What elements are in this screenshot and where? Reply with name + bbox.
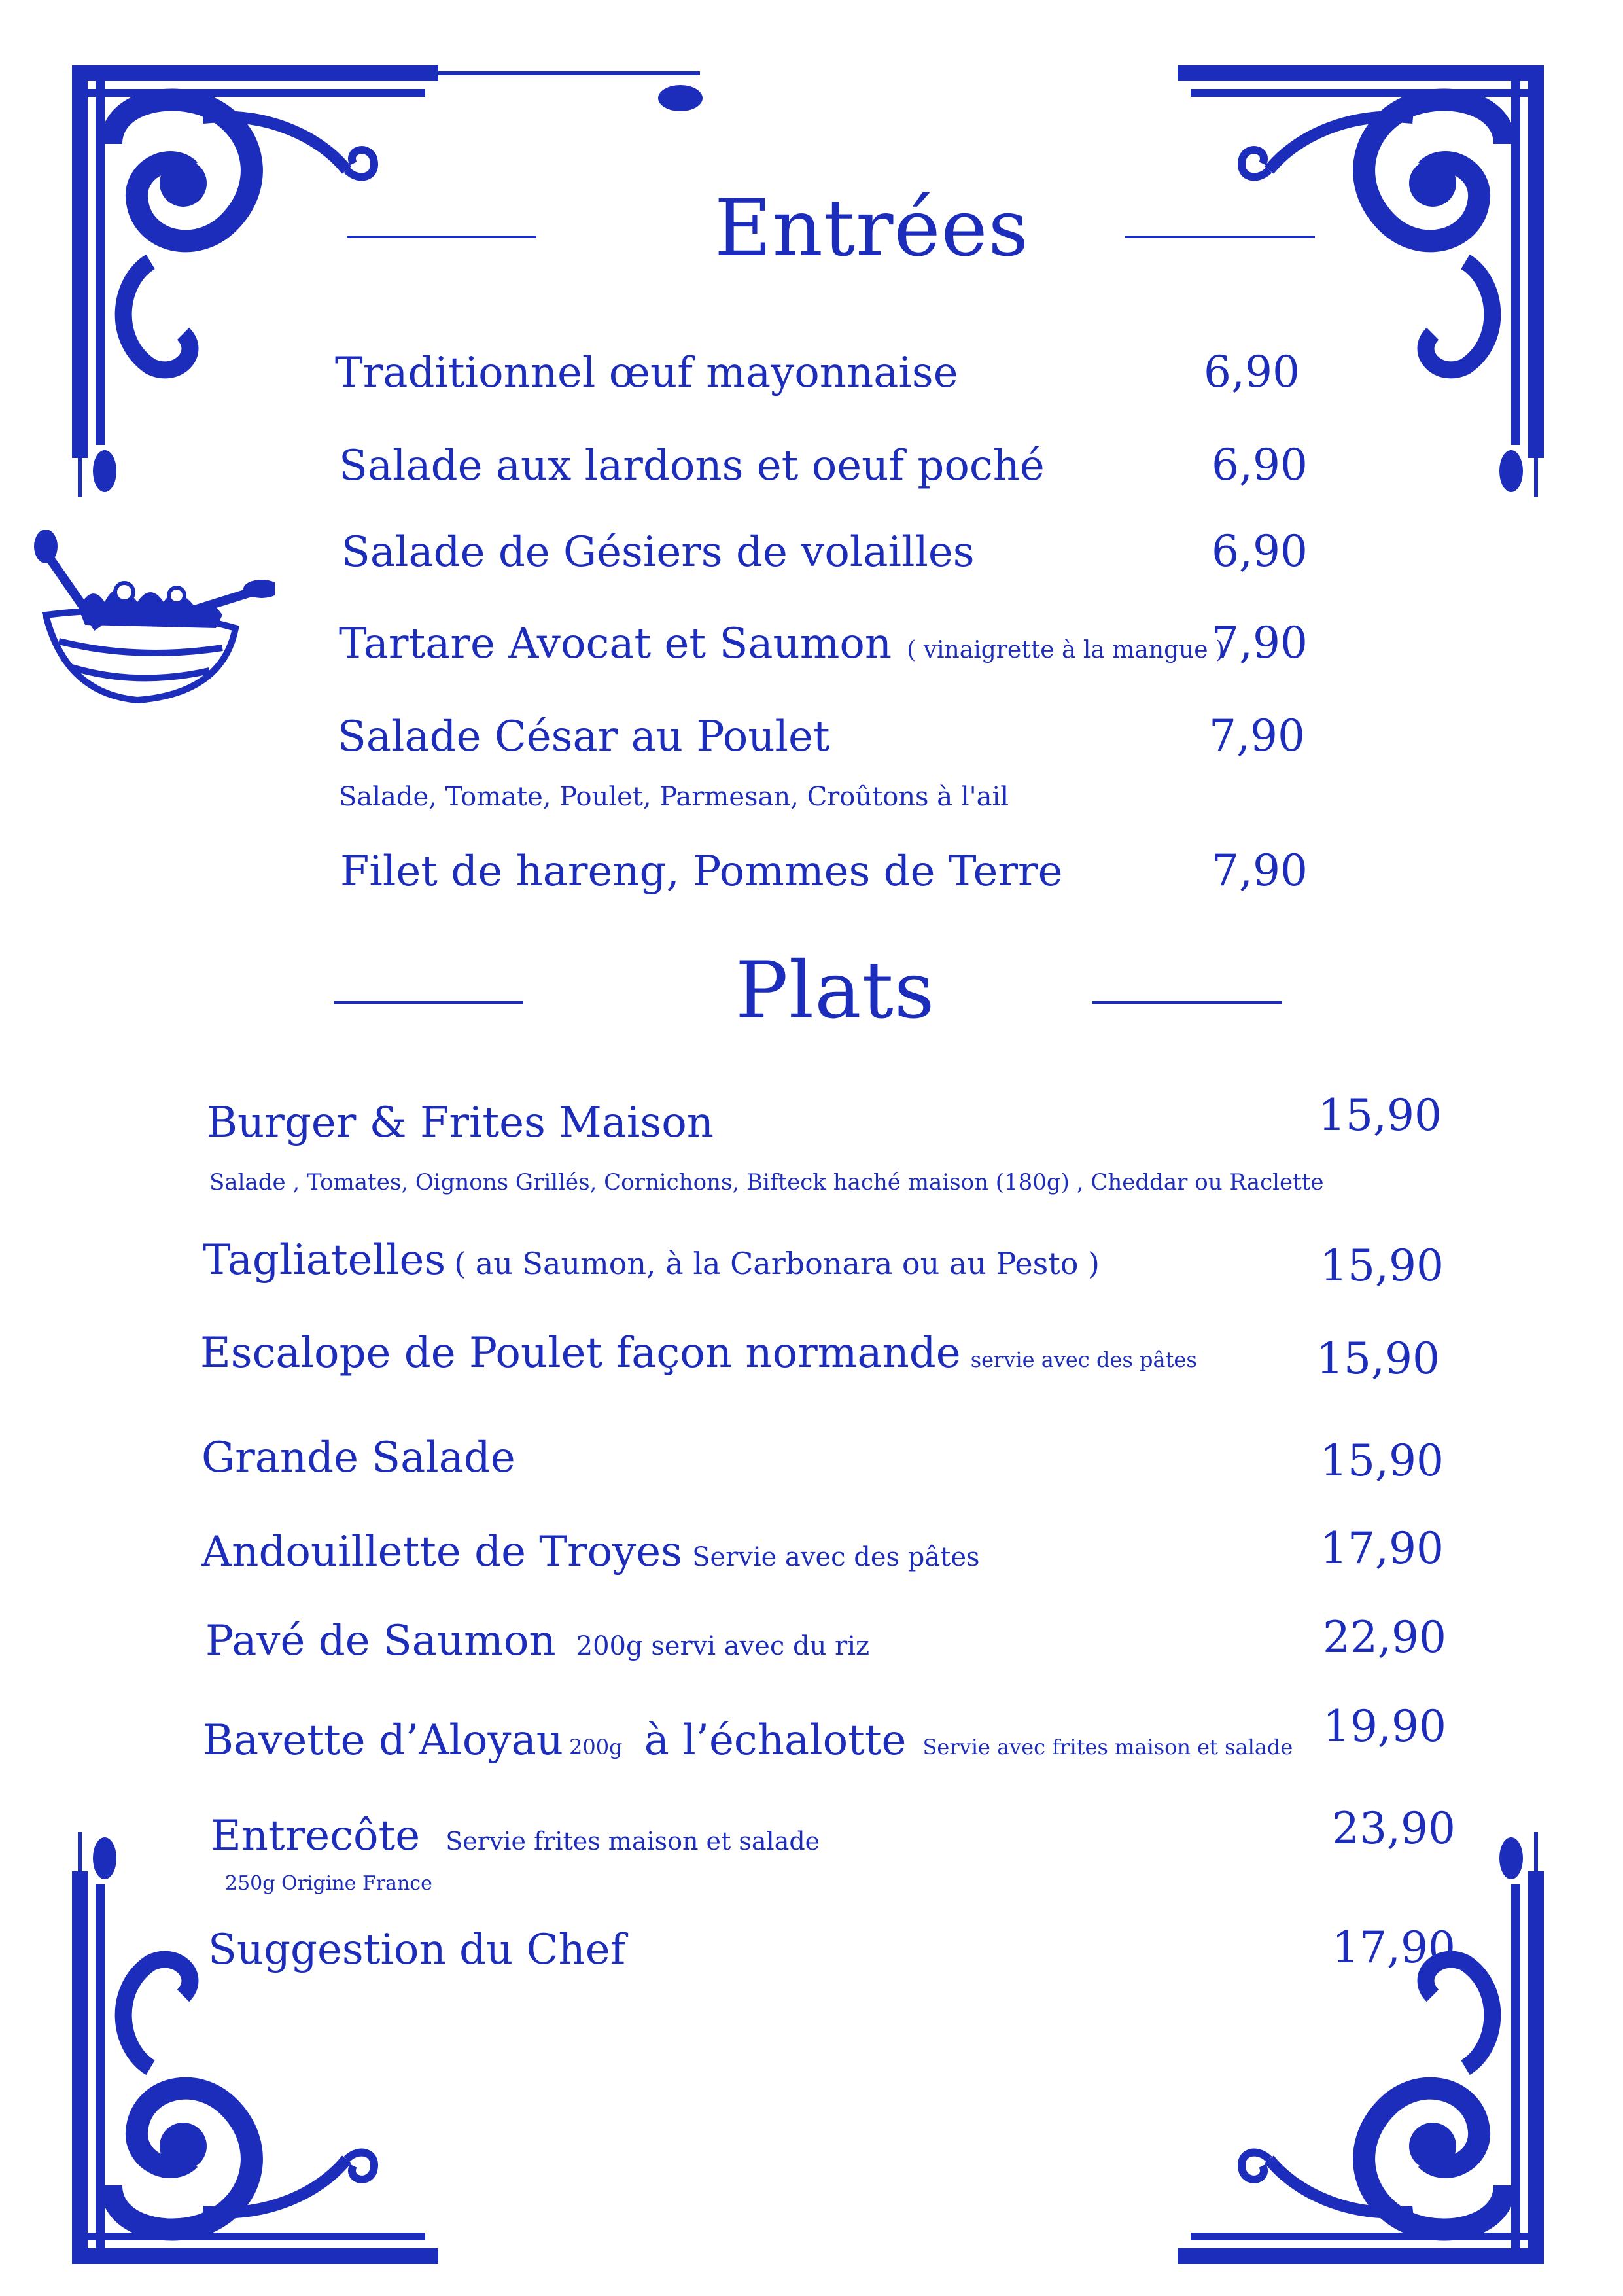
plat-item-row — [203, 1236, 1100, 1284]
plat-item-price: 19,90 — [1323, 1701, 1446, 1752]
plat-item-name: Escalope de Poulet façon normande — [200, 1329, 961, 1377]
entree-item-price: 7,90 — [1212, 618, 1308, 668]
plat-item-name: Entrecôte — [211, 1812, 421, 1860]
entree-item-price: 7,90 — [1212, 845, 1308, 896]
entree-item-note: ( vinaigrette à la mangue ) — [907, 637, 1225, 663]
entree-item-price: 6,90 — [1204, 347, 1300, 397]
plat-item-row — [200, 1329, 1197, 1377]
plat-item-row — [203, 1716, 1293, 1765]
entree-item-note: Salade, Tomate, Poulet, Parmesan, Croûtons à l'ail — [339, 782, 1009, 812]
ornamental-corner-icon — [1047, 1819, 1544, 2264]
entree-item-name: Tartare Avocat et Saumon — [339, 620, 892, 668]
plat-item-price: 23,90 — [1332, 1803, 1456, 1854]
plat-item-name: Bavette d’Aloyau — [203, 1716, 563, 1765]
entrees-title: Entrées — [714, 183, 1030, 274]
title-rule-right — [1092, 1001, 1282, 1004]
plat-item-price: 15,90 — [1318, 1090, 1442, 1140]
plat-item-row — [205, 1617, 870, 1665]
plats-title: Plats — [735, 945, 935, 1036]
plat-item-note: ( au Saumon, à la Carbonara ou au Pesto ) — [454, 1246, 1100, 1281]
plat-item-name: Tagliatelles — [203, 1236, 446, 1284]
plat-item-note: Servie avec des pâtes — [692, 1542, 980, 1572]
plat-item-price: 15,90 — [1316, 1333, 1440, 1384]
entree-item-price: 7,90 — [1209, 711, 1305, 761]
plat-item-name: Suggestion du Chef — [208, 1926, 626, 1974]
plat-item-price: 17,90 — [1320, 1523, 1444, 1574]
plat-item-row — [211, 1812, 820, 1860]
plat-item-name: Pavé de Saumon — [205, 1617, 556, 1665]
plat-item-price: 15,90 — [1320, 1241, 1444, 1291]
entree-item-name: Traditionnel œuf mayonnaise — [335, 349, 958, 397]
entree-item-name: Salade de Gésiers de volailles — [341, 528, 975, 576]
plat-item-name-suffix: à l’échalotte — [644, 1716, 907, 1765]
title-rule-right — [1125, 236, 1315, 238]
entree-item-price: 6,90 — [1212, 440, 1308, 490]
plat-item-note: servie avec des pâtes — [970, 1347, 1197, 1372]
plat-item-name: Grande Salade — [201, 1434, 515, 1482]
plat-item-name: Burger & Frites Maison — [207, 1099, 714, 1147]
plat-item-price: 15,90 — [1320, 1436, 1444, 1486]
title-rule-left — [334, 1001, 523, 1004]
plat-item-price: 17,90 — [1332, 1922, 1456, 1973]
salad-bowl-icon — [26, 530, 275, 713]
entree-item-name: Salade aux lardons et oeuf poché — [339, 442, 1045, 490]
plat-item-price: 22,90 — [1323, 1612, 1446, 1663]
plat-item-note: Servie frites maison et salade — [445, 1827, 820, 1856]
plat-item-note: Servie avec frites maison et salade — [922, 1735, 1293, 1759]
entree-item-name: Salade César au Poulet — [338, 713, 830, 761]
plat-item-weight: 200g — [569, 1735, 623, 1759]
entree-item-row — [339, 620, 1225, 668]
entree-item-name: Filet de hareng, Pommes de Terre — [340, 847, 1063, 896]
plat-item-row — [201, 1528, 980, 1576]
plat-item-note: 200g servi avec du riz — [576, 1631, 870, 1661]
plat-item-subnote: 250g Origine France — [225, 1872, 432, 1895]
entree-item-price: 6,90 — [1212, 526, 1308, 576]
title-rule-left — [347, 236, 536, 238]
plat-item-note: Salade , Tomates, Oignons Grillés, Cornichons, Bifteck haché maison (180g) , Cheddar ou Raclette — [209, 1169, 1324, 1195]
plat-item-name: Andouillette de Troyes — [201, 1528, 682, 1576]
